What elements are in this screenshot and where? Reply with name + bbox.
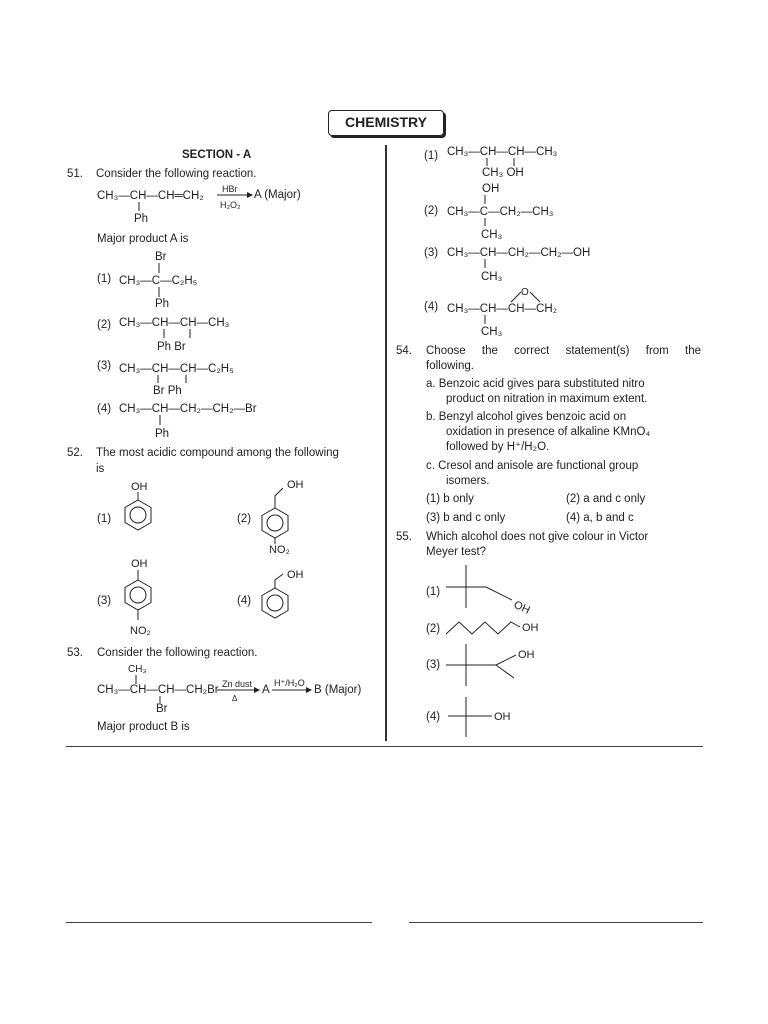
q54-number: 54.: [396, 345, 412, 357]
q55-o2-oh: OH: [522, 622, 539, 634]
q52-o1-oh: OH: [131, 481, 148, 493]
q52-o3-oh: OH: [131, 558, 148, 570]
q55-text-line2: Meyer test?: [426, 546, 487, 558]
q52-phenol-structure: [118, 480, 158, 540]
subject-title: CHEMISTRY: [328, 110, 444, 136]
q54-stmt-c-line2: isomers.: [446, 475, 490, 487]
q52-nitrophenol-structure: [118, 556, 158, 640]
q52-option-1-label: (1): [97, 513, 112, 525]
q54-stmt-c-line1: c. Cresol and anisole are functional group: [426, 460, 639, 472]
q53-text: Consider the following reaction.: [97, 647, 258, 659]
q51-option-4-ph: Ph: [155, 428, 170, 440]
q51-option-1-ph: Ph: [155, 298, 170, 310]
footer-rule-left: [66, 922, 372, 923]
q53-reactant: CH₃—CH—CH—CH₂Br: [97, 684, 219, 696]
q52-o3-no2: NO₂: [130, 625, 151, 637]
q53-option-1-label: (1): [424, 150, 439, 162]
q51-option-1-chain: CH₃—C—C₂H₅: [119, 275, 198, 287]
column-divider: [385, 145, 387, 741]
q55-o4-oh: OH: [494, 711, 511, 723]
q51-product: A (Major): [254, 189, 301, 201]
q55-option-1-label: (1): [426, 586, 441, 598]
q52-option-3-label: (3): [97, 595, 112, 607]
q51-option-4-label: (4): [97, 403, 112, 415]
q52-o2-oh: OH: [287, 479, 304, 491]
q55-text-line1: Which alcohol does not give colour in Victor: [426, 531, 649, 543]
q55-o1-oh: OH: [511, 598, 532, 617]
q53-option-2-methyl: CH₃: [481, 229, 503, 241]
q51-reagent-bottom: H₂O₂: [220, 200, 241, 210]
q51-prompt: Major product A is: [97, 233, 189, 245]
q53-intermediate-a: A: [262, 684, 270, 696]
q55-option-4-label: (4): [426, 711, 441, 723]
q53-option-3-chain: CH₃—CH—CH₂—CH₂—OH: [447, 247, 591, 259]
q54-stmt-a-line1: a. Benzoic acid gives para substituted nitro: [426, 378, 645, 390]
q53-option-2-chain: CH₃—C—CH₂—CH₃: [447, 206, 554, 218]
q51-option-2-label: (2): [97, 319, 112, 331]
q52-o2-no2: NO₂: [269, 544, 290, 556]
q51-option-1-label: (1): [97, 273, 112, 285]
q55-number: 55.: [396, 531, 412, 543]
q53-option-3-methyl: CH₃: [481, 271, 503, 283]
q54-option-4: (4) a, b and c: [566, 512, 634, 524]
q54-stmt-b-line1: b. Benzyl alcohol gives benzoic acid on: [426, 411, 627, 423]
q51-text: Consider the following reaction.: [96, 168, 257, 180]
q54-stmt-a-line2: product on nitration in maximum extent.: [446, 393, 648, 405]
q53-prompt: Major product B is: [97, 721, 190, 733]
q51-reagent-top: HBr: [222, 184, 238, 194]
section-heading: SECTION - A: [182, 149, 252, 161]
q53-bromo: Br: [156, 703, 168, 715]
q53-option-3-label: (3): [424, 247, 439, 259]
q54-stmt-b-line2: oxidation in presence of alkaline KMnO₄: [446, 426, 651, 438]
q52-o4-oh: OH: [287, 569, 304, 581]
q51-option-3-subs: Br Ph: [153, 385, 182, 397]
q54-option-3: (3) b and c only: [426, 512, 506, 524]
q53-option-4-oxygen: O: [521, 287, 529, 298]
q54-stmt-b-line3: followed by H⁺/H₂O.: [446, 441, 550, 453]
q53-methyl: CH₃: [128, 664, 147, 675]
q51-number: 51.: [67, 168, 83, 180]
content-bottom-rule: [66, 746, 703, 747]
q53-reagent-2: H⁺/H₂O: [274, 678, 305, 688]
q53-option-1-chain: CH₃—CH—CH—CH₃: [447, 146, 558, 158]
q52-text-line2: is: [96, 463, 105, 475]
q51-reactant: CH₃—CH—CH═CH₂: [97, 190, 204, 202]
q55-o3-oh: OH: [518, 649, 535, 661]
q53-option-4-label: (4): [424, 301, 439, 313]
q51-option-3-chain: CH₃—CH—CH—C₂H₅: [119, 363, 234, 375]
q55-option-3-label: (3): [426, 659, 441, 671]
footer-rule-right: [409, 922, 703, 923]
q52-benzyl-alcohol-structure: [255, 566, 315, 626]
q54-text-line1: Choose the correct statement(s) from the: [426, 345, 701, 357]
q54-option-2: (2) a and c only: [566, 493, 646, 505]
q53-number: 53.: [67, 647, 83, 659]
q53-option-2-label: (2): [424, 205, 439, 217]
q51-option-3-label: (3): [97, 360, 112, 372]
q53-product-b: B (Major): [314, 684, 362, 696]
q52-option-2-label: (2): [237, 513, 252, 525]
q55-option-2-label: (2): [426, 623, 441, 635]
q52-option-4-label: (4): [237, 595, 252, 607]
q51-option-2-chain: CH₃—CH—CH—CH₃: [119, 317, 230, 329]
q52-number: 52.: [67, 447, 83, 459]
q53-reagent-1-bottom: Δ: [232, 694, 238, 703]
q51-option-2-subs: Ph Br: [157, 341, 186, 353]
q53-option-2-oh: OH: [482, 183, 500, 195]
q53-option-4-methyl: CH₃: [481, 326, 503, 338]
q53-reagent-1-top: Zn dust: [222, 679, 253, 689]
q53-option-1-subs: CH₃ OH: [482, 167, 524, 179]
q51-option-4-chain: CH₃—CH—CH₂—CH₂—Br: [119, 403, 257, 415]
q54-text-line2: following.: [426, 360, 474, 372]
q52-text-line1: The most acidic compound among the following: [96, 447, 339, 459]
q51-option-1-br: Br: [155, 251, 167, 263]
q51-phenyl: Ph: [134, 213, 149, 225]
q54-option-1: (1) b only: [426, 493, 474, 505]
q52-nitrobenzyl-alcohol-structure: [255, 480, 315, 560]
q53-option-4-chain: CH₃—CH—CH—CH₂: [447, 303, 558, 315]
